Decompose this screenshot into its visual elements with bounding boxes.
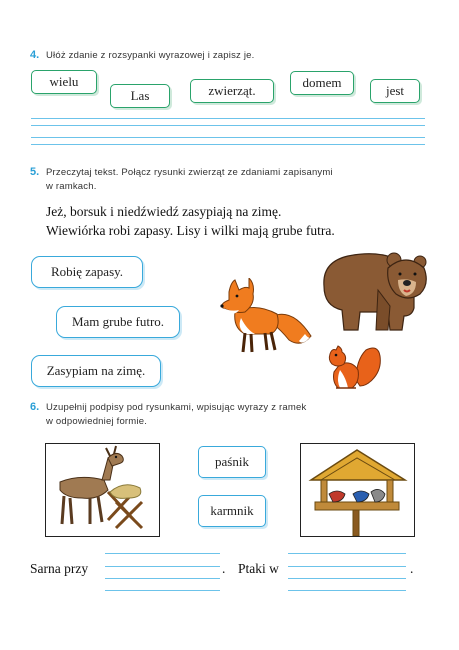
word-tile-las[interactable]: Las: [110, 84, 170, 108]
answer-line-2[interactable]: [31, 125, 425, 126]
answer-line-1[interactable]: [31, 118, 425, 119]
sentence1-start: Sarna przy: [30, 561, 89, 576]
sentence1-end: .: [222, 561, 226, 576]
task6-instruction-line1: Uzupełnij podpisy pod rysunkami, wpisując wyrazy z ramek: [46, 402, 307, 413]
bubble-zasypiam-na-zime[interactable]: Zasypiam na zimę.: [31, 355, 161, 387]
bear-illustration[interactable]: [318, 246, 430, 332]
fill-line-1d[interactable]: [105, 590, 220, 591]
word-tile-wielu[interactable]: wielu: [31, 70, 97, 94]
word-box-karmnik[interactable]: karmnik: [198, 495, 266, 527]
task5-number: 5.: [30, 166, 40, 178]
task5-text-line2: Wiewiórka robi zapasy. Lisy i wilki mają grube futra.: [46, 223, 335, 238]
task5-instruction-line2: w ramkach.: [46, 181, 97, 192]
sentence2-start: Ptaki w: [238, 561, 279, 576]
squirrel-illustration[interactable]: [326, 340, 382, 392]
task6-instruction-line2: w odpowiedniej formie.: [46, 416, 148, 427]
bubble-robie-zapasy[interactable]: Robię zapasy.: [31, 256, 143, 288]
fox-illustration[interactable]: [215, 278, 315, 356]
birdfeeder-picture-frame: [300, 443, 415, 537]
deer-picture-frame: [45, 443, 160, 537]
word-tile-zwierzat[interactable]: zwierząt.: [190, 79, 274, 103]
task6-number: 6.: [30, 401, 40, 413]
fill-line-2d[interactable]: [288, 590, 406, 591]
fill-line-1c[interactable]: [105, 578, 220, 579]
bubble-mam-grube-futro[interactable]: Mam grube futro.: [56, 306, 180, 338]
sentence2-end: .: [410, 561, 414, 576]
answer-line-4[interactable]: [31, 144, 425, 145]
birds-in-feeder-illustration: [301, 444, 414, 536]
task4-instruction: Ułóż zdanie z rozsypanki wyrazowej i zapisz je.: [46, 50, 255, 61]
fill-line-2a[interactable]: [288, 553, 406, 554]
fill-line-2c[interactable]: [288, 578, 406, 579]
task5-text-line1: Jeż, borsuk i niedźwiedź zasypiają na zimę.: [46, 204, 282, 219]
deer-at-feeder-illustration: [46, 444, 159, 536]
word-box-pasnik[interactable]: paśnik: [198, 446, 266, 478]
task5-instruction-line1: Przeczytaj tekst. Połącz rysunki zwierząt ze zdaniami zapisanymi: [46, 167, 333, 178]
fill-line-1a[interactable]: [105, 553, 220, 554]
word-tile-domem[interactable]: domem: [290, 71, 354, 95]
word-tile-jest[interactable]: jest: [370, 79, 420, 103]
answer-line-3[interactable]: [31, 137, 425, 138]
fill-line-2b[interactable]: [288, 566, 406, 567]
fill-line-1b[interactable]: [105, 566, 220, 567]
task4-number: 4.: [30, 49, 40, 61]
